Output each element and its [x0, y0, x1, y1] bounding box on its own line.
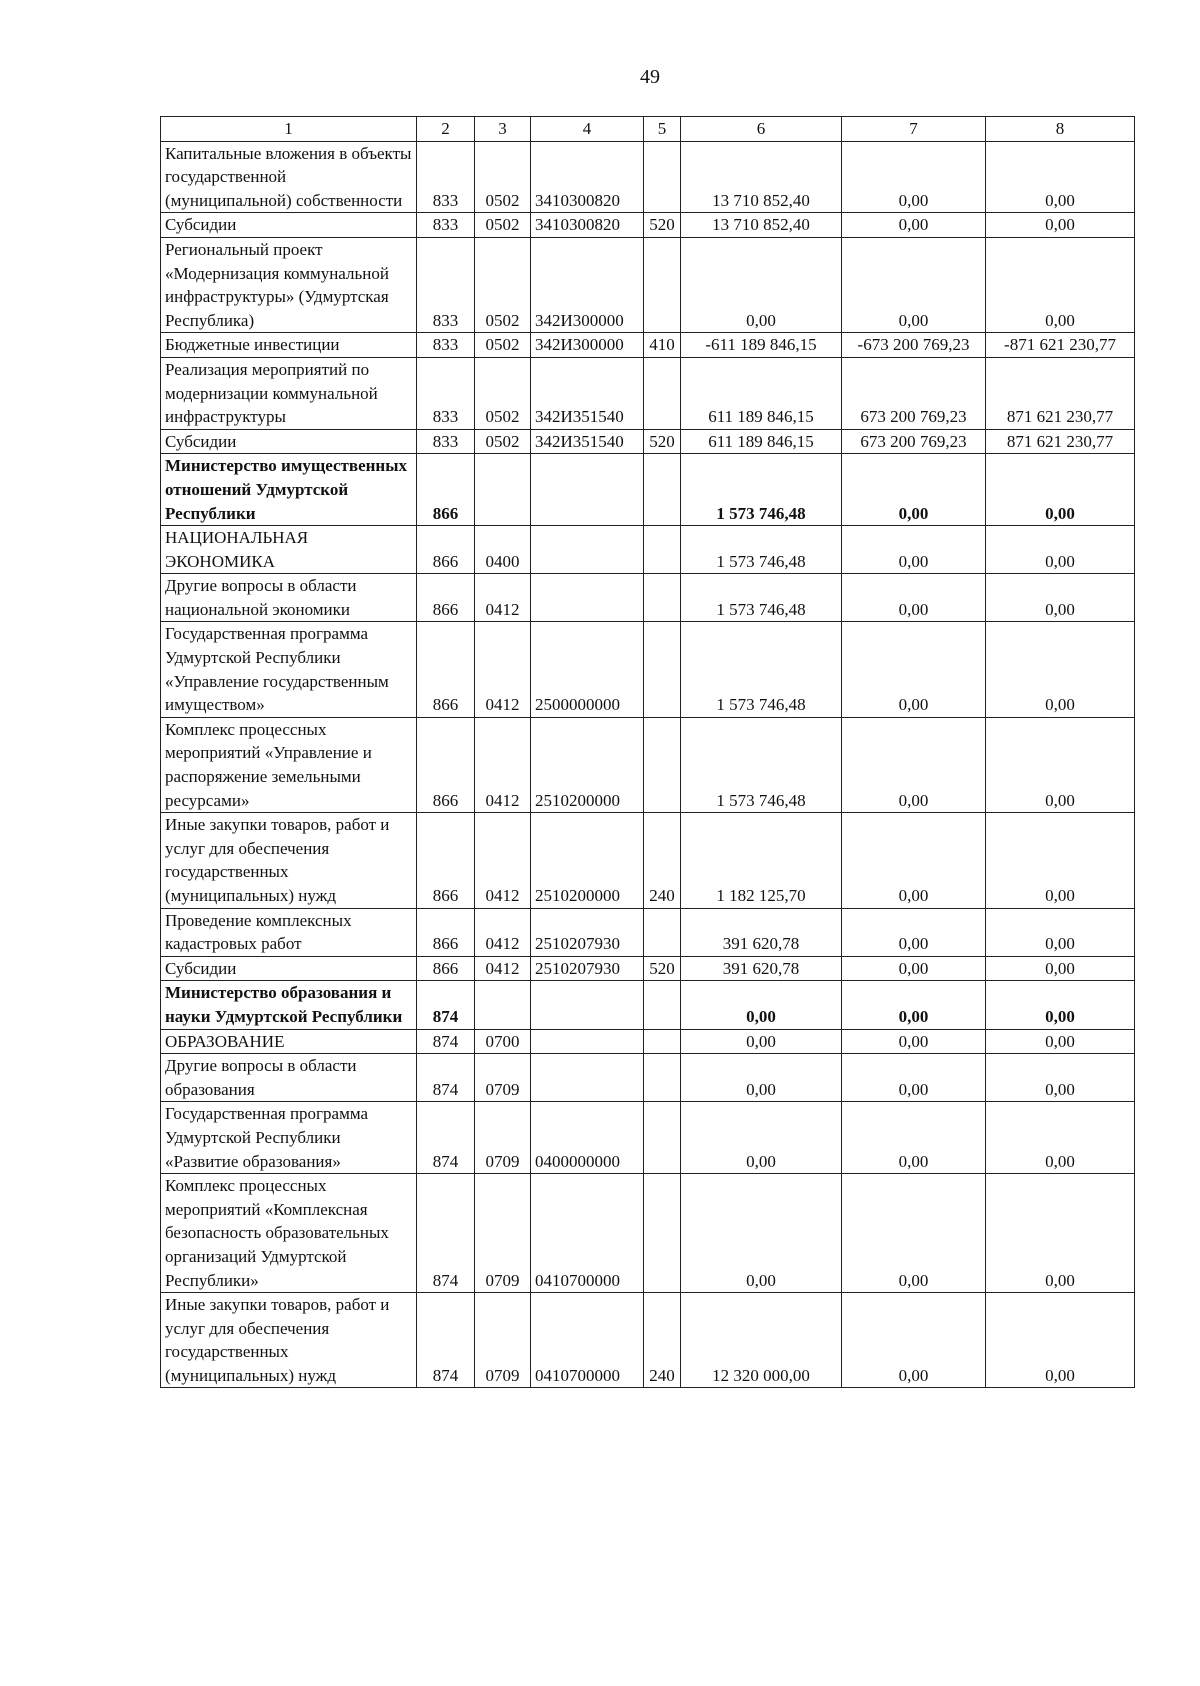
table-row	[161, 1174, 1135, 1293]
row-amount-3-cell: 0,00	[986, 813, 1135, 908]
row-amount-2-cell: 0,00	[842, 574, 986, 622]
row-amount-1-cell: 1 182 125,70	[681, 813, 842, 908]
row-section-code-cell: 0709	[475, 1054, 531, 1102]
row-amount-1-cell: 13 710 852,40	[681, 213, 842, 238]
table-row	[161, 981, 1135, 1029]
row-name-cell: Иные закупки товаров, работ и услуг для обеспечения государственных (муниципальных) нужд	[161, 813, 417, 908]
column-header: 6	[681, 117, 842, 142]
row-amount-2-cell: 0,00	[842, 981, 986, 1029]
row-amount-1-cell: 0,00	[681, 1029, 842, 1054]
row-admin-code-cell: 866	[417, 956, 475, 981]
row-amount-3-cell: 0,00	[986, 717, 1135, 812]
column-header: 2	[417, 117, 475, 142]
row-target-code-cell: 2500000000	[531, 622, 644, 717]
header-row	[161, 117, 1135, 142]
row-amount-3-cell: -871 621 230,77	[986, 333, 1135, 358]
row-name-cell: Комплекс процессных мероприятий «Управление и распоряжение земельными ресурсами»	[161, 717, 417, 812]
row-section-code-cell	[475, 454, 531, 526]
row-admin-code-cell: 874	[417, 1293, 475, 1388]
row-name-cell: ОБРАЗОВАНИЕ	[161, 1029, 417, 1054]
row-section-code-cell: 0709	[475, 1174, 531, 1293]
row-amount-1-cell: 391 620,78	[681, 956, 842, 981]
row-amount-1-cell: 0,00	[681, 981, 842, 1029]
table-row	[161, 454, 1135, 526]
row-amount-1-cell: 1 573 746,48	[681, 574, 842, 622]
table-row	[161, 622, 1135, 717]
row-target-code-cell: 3410300820	[531, 141, 644, 213]
table-row	[161, 717, 1135, 812]
row-amount-1-cell: -611 189 846,15	[681, 333, 842, 358]
row-admin-code-cell: 866	[417, 574, 475, 622]
row-admin-code-cell: 866	[417, 908, 475, 956]
row-section-code-cell: 0502	[475, 429, 531, 454]
row-amount-2-cell: 0,00	[842, 1102, 986, 1174]
row-section-code-cell: 0412	[475, 622, 531, 717]
row-name-cell: Субсидии	[161, 429, 417, 454]
row-amount-2-cell: 0,00	[842, 622, 986, 717]
row-admin-code-cell: 874	[417, 1054, 475, 1102]
row-expense-type-cell	[644, 908, 681, 956]
row-amount-3-cell: 0,00	[986, 956, 1135, 981]
row-name-cell: Субсидии	[161, 213, 417, 238]
row-section-code-cell: 0412	[475, 813, 531, 908]
row-amount-3-cell: 0,00	[986, 622, 1135, 717]
row-amount-2-cell: 0,00	[842, 1029, 986, 1054]
row-amount-2-cell: 673 200 769,23	[842, 357, 986, 429]
row-name-cell: Капитальные вложения в объекты государственной (муниципальной) собственности	[161, 141, 417, 213]
row-target-code-cell: 342И300000	[531, 237, 644, 332]
row-expense-type-cell	[644, 141, 681, 213]
row-amount-2-cell: 0,00	[842, 237, 986, 332]
row-amount-2-cell: 0,00	[842, 956, 986, 981]
row-target-code-cell: 2510207930	[531, 908, 644, 956]
row-amount-1-cell: 391 620,78	[681, 908, 842, 956]
table-row	[161, 213, 1135, 238]
row-amount-1-cell: 611 189 846,15	[681, 357, 842, 429]
row-name-cell: Государственная программа Удмуртской Республики «Развитие образования»	[161, 1102, 417, 1174]
row-target-code-cell: 0410700000	[531, 1174, 644, 1293]
row-admin-code-cell: 874	[417, 1102, 475, 1174]
table-row	[161, 141, 1135, 213]
row-target-code-cell: 342И351540	[531, 429, 644, 454]
row-name-cell: Реализация мероприятий по модернизации коммунальной инфраструктуры	[161, 357, 417, 429]
row-name-cell: Региональный проект «Модернизация коммунальной инфраструктуры» (Удмуртская Республика)	[161, 237, 417, 332]
row-section-code-cell: 0412	[475, 717, 531, 812]
table-row	[161, 237, 1135, 332]
table-row	[161, 813, 1135, 908]
table-row	[161, 956, 1135, 981]
row-target-code-cell: 3410300820	[531, 213, 644, 238]
row-name-cell: Государственная программа Удмуртской Республики «Управление государственным имуществом»	[161, 622, 417, 717]
row-expense-type-cell	[644, 1029, 681, 1054]
row-target-code-cell: 0410700000	[531, 1293, 644, 1388]
row-admin-code-cell: 874	[417, 981, 475, 1029]
row-section-code-cell: 0412	[475, 956, 531, 981]
budget-table	[160, 116, 1135, 1388]
row-section-code-cell: 0709	[475, 1293, 531, 1388]
row-target-code-cell: 2510207930	[531, 956, 644, 981]
table-row	[161, 1102, 1135, 1174]
row-amount-1-cell: 0,00	[681, 1102, 842, 1174]
row-admin-code-cell: 833	[417, 237, 475, 332]
row-amount-1-cell: 0,00	[681, 237, 842, 332]
row-section-code-cell: 0412	[475, 908, 531, 956]
row-amount-3-cell: 0,00	[986, 908, 1135, 956]
row-amount-2-cell: 0,00	[842, 454, 986, 526]
row-name-cell: Субсидии	[161, 956, 417, 981]
row-target-code-cell	[531, 454, 644, 526]
row-amount-3-cell: 871 621 230,77	[986, 429, 1135, 454]
row-name-cell: Другие вопросы в области национальной экономики	[161, 574, 417, 622]
row-admin-code-cell: 833	[417, 333, 475, 358]
column-header: 4	[531, 117, 644, 142]
row-amount-2-cell: 0,00	[842, 1293, 986, 1388]
table-row	[161, 526, 1135, 574]
row-amount-2-cell: 673 200 769,23	[842, 429, 986, 454]
table-row	[161, 1029, 1135, 1054]
row-amount-3-cell: 0,00	[986, 1054, 1135, 1102]
row-amount-2-cell: 0,00	[842, 141, 986, 213]
row-name-cell: Комплекс процессных мероприятий «Комплексная безопасность образовательных организаций Удмуртской Республики»	[161, 1174, 417, 1293]
row-admin-code-cell: 874	[417, 1174, 475, 1293]
row-amount-1-cell: 1 573 746,48	[681, 526, 842, 574]
row-amount-2-cell: 0,00	[842, 526, 986, 574]
row-expense-type-cell	[644, 1174, 681, 1293]
row-target-code-cell	[531, 526, 644, 574]
row-amount-3-cell: 0,00	[986, 1174, 1135, 1293]
row-admin-code-cell: 866	[417, 454, 475, 526]
row-amount-3-cell: 0,00	[986, 981, 1135, 1029]
row-expense-type-cell	[644, 1054, 681, 1102]
row-amount-2-cell: 0,00	[842, 717, 986, 812]
row-name-cell: Другие вопросы в области образования	[161, 1054, 417, 1102]
row-expense-type-cell: 240	[644, 813, 681, 908]
table-row	[161, 574, 1135, 622]
row-amount-3-cell: 0,00	[986, 237, 1135, 332]
row-amount-3-cell: 0,00	[986, 526, 1135, 574]
row-target-code-cell: 2510200000	[531, 813, 644, 908]
row-admin-code-cell: 874	[417, 1029, 475, 1054]
row-expense-type-cell	[644, 237, 681, 332]
row-amount-3-cell: 0,00	[986, 213, 1135, 238]
row-amount-1-cell: 0,00	[681, 1054, 842, 1102]
row-section-code-cell: 0400	[475, 526, 531, 574]
table-row	[161, 1293, 1135, 1388]
row-amount-1-cell: 0,00	[681, 1174, 842, 1293]
row-amount-3-cell: 0,00	[986, 1293, 1135, 1388]
row-admin-code-cell: 833	[417, 213, 475, 238]
column-header: 3	[475, 117, 531, 142]
row-target-code-cell	[531, 574, 644, 622]
row-admin-code-cell: 866	[417, 526, 475, 574]
row-amount-3-cell: 0,00	[986, 1029, 1135, 1054]
row-amount-1-cell: 13 710 852,40	[681, 141, 842, 213]
row-expense-type-cell: 520	[644, 213, 681, 238]
row-admin-code-cell: 833	[417, 429, 475, 454]
row-expense-type-cell	[644, 1102, 681, 1174]
row-expense-type-cell: 410	[644, 333, 681, 358]
row-admin-code-cell: 866	[417, 717, 475, 812]
row-amount-1-cell: 1 573 746,48	[681, 622, 842, 717]
row-name-cell: Бюджетные инвестиции	[161, 333, 417, 358]
row-section-code-cell: 0709	[475, 1102, 531, 1174]
row-amount-2-cell: 0,00	[842, 1054, 986, 1102]
column-header: 7	[842, 117, 986, 142]
row-target-code-cell: 342И300000	[531, 333, 644, 358]
table-row	[161, 1054, 1135, 1102]
row-amount-3-cell: 0,00	[986, 1102, 1135, 1174]
row-expense-type-cell	[644, 981, 681, 1029]
row-expense-type-cell: 240	[644, 1293, 681, 1388]
column-header: 5	[644, 117, 681, 142]
table-row	[161, 429, 1135, 454]
row-amount-2-cell: 0,00	[842, 908, 986, 956]
row-name-cell: Министерство образования и науки Удмуртской Республики	[161, 981, 417, 1029]
row-name-cell: Министерство имущественных отношений Удмуртской Республики	[161, 454, 417, 526]
row-admin-code-cell: 833	[417, 141, 475, 213]
row-target-code-cell: 2510200000	[531, 717, 644, 812]
row-admin-code-cell: 866	[417, 813, 475, 908]
table-body	[161, 141, 1135, 1388]
row-target-code-cell: 342И351540	[531, 357, 644, 429]
row-amount-1-cell: 1 573 746,48	[681, 717, 842, 812]
row-section-code-cell: 0502	[475, 333, 531, 358]
row-expense-type-cell	[644, 717, 681, 812]
row-expense-type-cell	[644, 526, 681, 574]
row-name-cell: НАЦИОНАЛЬНАЯ ЭКОНОМИКА	[161, 526, 417, 574]
row-amount-1-cell: 611 189 846,15	[681, 429, 842, 454]
row-expense-type-cell	[644, 357, 681, 429]
row-section-code-cell: 0502	[475, 357, 531, 429]
row-admin-code-cell: 866	[417, 622, 475, 717]
row-amount-3-cell: 0,00	[986, 454, 1135, 526]
table-row	[161, 357, 1135, 429]
row-target-code-cell: 0400000000	[531, 1102, 644, 1174]
row-section-code-cell: 0502	[475, 237, 531, 332]
row-amount-2-cell: 0,00	[842, 1174, 986, 1293]
row-target-code-cell	[531, 1029, 644, 1054]
row-expense-type-cell	[644, 454, 681, 526]
row-section-code-cell: 0700	[475, 1029, 531, 1054]
row-amount-1-cell: 1 573 746,48	[681, 454, 842, 526]
row-expense-type-cell: 520	[644, 956, 681, 981]
row-section-code-cell: 0502	[475, 141, 531, 213]
row-name-cell: Проведение комплексных кадастровых работ	[161, 908, 417, 956]
table-row	[161, 908, 1135, 956]
table-row	[161, 333, 1135, 358]
row-section-code-cell: 0502	[475, 213, 531, 238]
row-admin-code-cell: 833	[417, 357, 475, 429]
row-amount-3-cell: 871 621 230,77	[986, 357, 1135, 429]
row-amount-1-cell: 12 320 000,00	[681, 1293, 842, 1388]
row-amount-2-cell: 0,00	[842, 813, 986, 908]
row-section-code-cell: 0412	[475, 574, 531, 622]
row-name-cell: Иные закупки товаров, работ и услуг для обеспечения государственных (муниципальных) нужд	[161, 1293, 417, 1388]
column-header: 1	[161, 117, 417, 142]
column-header: 8	[986, 117, 1135, 142]
row-amount-2-cell: -673 200 769,23	[842, 333, 986, 358]
row-amount-2-cell: 0,00	[842, 213, 986, 238]
row-amount-3-cell: 0,00	[986, 574, 1135, 622]
row-expense-type-cell	[644, 574, 681, 622]
row-target-code-cell	[531, 1054, 644, 1102]
row-expense-type-cell	[644, 622, 681, 717]
page-number: 49	[640, 66, 660, 88]
row-amount-3-cell: 0,00	[986, 141, 1135, 213]
row-target-code-cell	[531, 981, 644, 1029]
row-section-code-cell	[475, 981, 531, 1029]
row-expense-type-cell: 520	[644, 429, 681, 454]
